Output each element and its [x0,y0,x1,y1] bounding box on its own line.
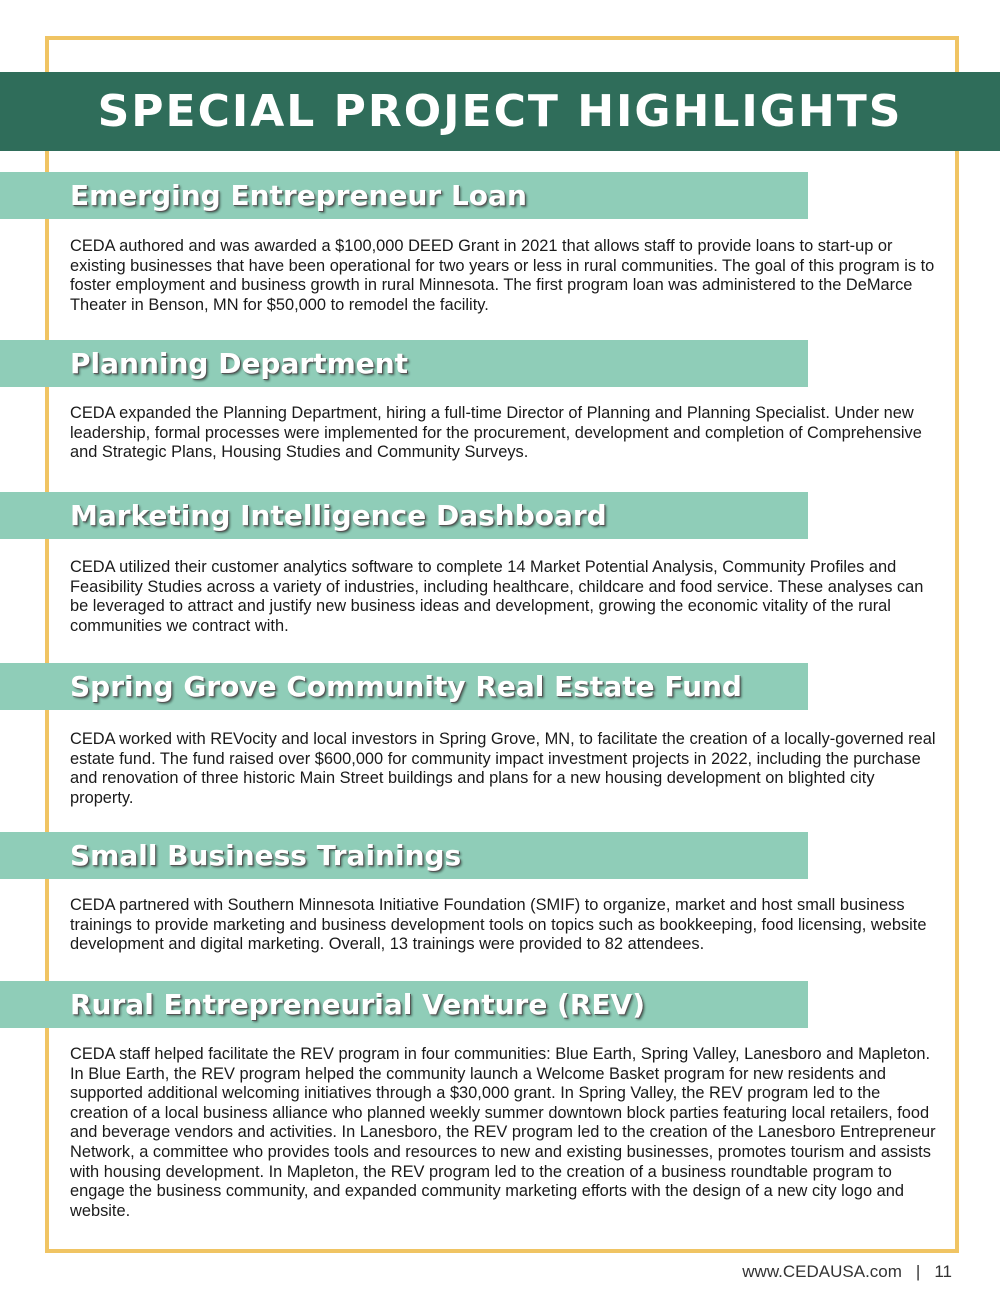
section-body-spring-grove-fund: CEDA worked with REVocity and local investors in Spring Grove, MN, to facilitate the creation of a locally-governed real estate fund. The fund raised over $600,000 for community impact investment projects in 2022, including the purchase and renovation of three historic Main Street buildings and plans for a new housing development on blighted city property. [70,730,936,807]
page-title: SPECIAL PROJECT HIGHLIGHTS [97,86,903,137]
section-heading: Rural Entrepreneurial Venture (REV) [70,988,646,1021]
section-heading: Spring Grove Community Real Estate Fund [70,670,742,703]
section-header-marketing-intelligence-dashboard [0,492,808,539]
section-heading: Small Business Trainings [70,839,462,872]
page-footer [742,1262,952,1282]
section-body-marketing-intelligence-dashboard: CEDA utilized their customer analytics software to complete 14 Market Potential Analysis, Community Profiles and Feasibility Studies across a variety of industries, including healthcare, childcare and food service. These analyses can be leveraged to attract and justify new business ideas and development, growing the economic vitality of the rural communities we contract with. [70,558,924,635]
section-heading: Emerging Entrepreneur Loan [70,179,527,212]
footer-separator: | [915,1262,921,1281]
section-body-emerging-entrepreneur-loan: CEDA authored and was awarded a $100,000 DEED Grant in 2021 that allows staff to provide loans to start-up or existing businesses that have been operational for two years or less in rural communities. The goal of this program is to foster employment and business growth in rural Minnesota. The first program loan was administered to the DeMarce Theater in Benson, MN for $50,000 to remodel the facility. [70,237,935,314]
section-body-planning-department: CEDA expanded the Planning Department, hiring a full-time Director of Planning and Planning Specialist. Under new leadership, formal processes were implemented for the procurement, development and completion of Comprehensive and Strategic Plans, Housing Studies and Community Surveys. [70,404,922,462]
section-header-rural-entrepreneurial-venture [0,981,808,1028]
section-header-planning-department [0,340,808,387]
section-heading: Marketing Intelligence Dashboard [70,499,607,532]
footer-website-link[interactable]: www.CEDAUSA.com [742,1262,902,1281]
section-heading: Planning Department [70,347,409,380]
section-body-small-business-trainings: CEDA partnered with Southern Minnesota Initiative Foundation (SMIF) to organize, market and host small business trainings to provide marketing and business development tools on topics such as bookkeeping, food licensing, website development and digital marketing. Overall, 13 trainings were provided to 82 attendees. [70,896,927,954]
page-number: 11 [934,1262,952,1281]
title-banner [0,72,1000,151]
section-header-emerging-entrepreneur-loan [0,172,808,219]
section-header-spring-grove-fund [0,663,808,710]
section-header-small-business-trainings [0,832,808,879]
section-body-rural-entrepreneurial-venture: CEDA staff helped facilitate the REV program in four communities: Blue Earth, Spring Valley, Lanesboro and Mapleton. In Blue Earth, the REV program helped the community launch a Welcome Basket program for new residents and supported additional welcoming initiatives through a $30,000 grant. In Spring Valley, the REV program led to the creation of a local business alliance who planned weekly summer downtown block parties featuring local retailers, food and beverage vendors and activities. In Lanesboro, the REV program led to the creation of the Lanesboro Entrepreneur Network, a committee who provides tools and resources to new and existing businesses, promotes tourism and assists with housing development. In Mapleton, the REV program led to the creation of a business roundtable program to engage the business community, and expanded community marketing efforts with the design of a new city logo and website. [70,1045,936,1220]
